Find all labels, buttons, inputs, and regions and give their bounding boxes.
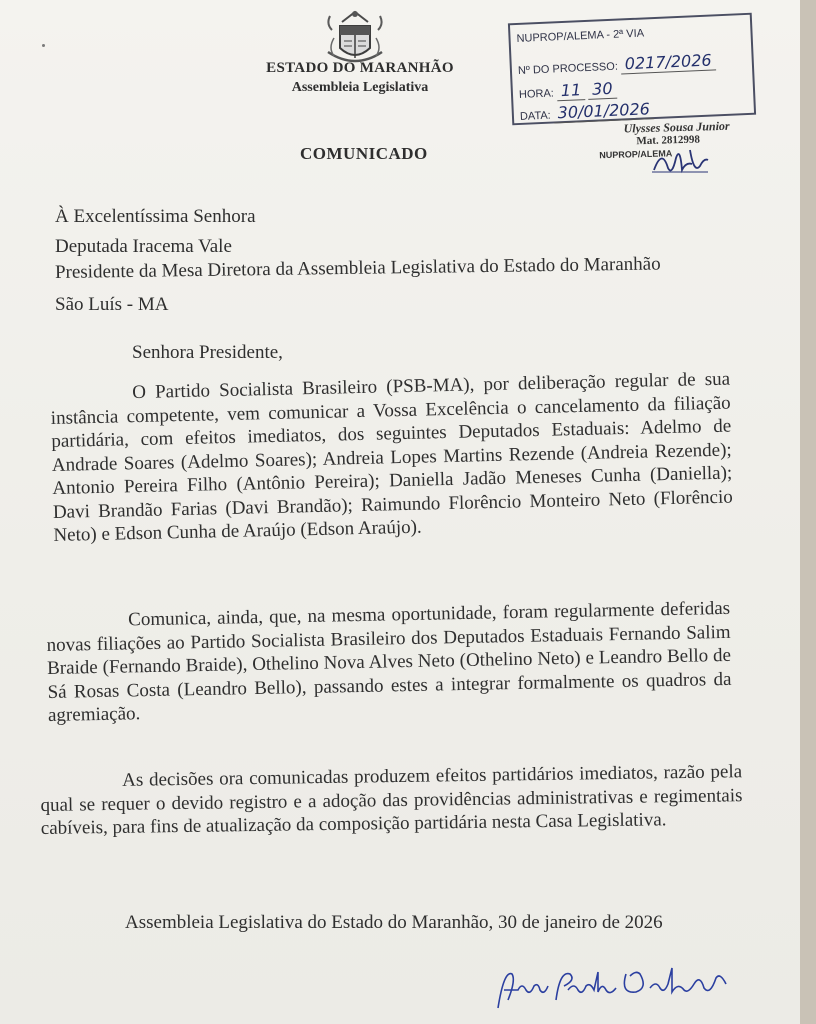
stamp-date-value: 30/01/2026 [553, 99, 654, 123]
paragraph-3-text: As decisões ora comunicadas produzem efeitos partidários imediatos, razão pela qual se requer o devido registro e a adoção das providências administrativas e regimentais cabíveis, para fins de atualização da composição partidária nesta Casa Legislativa. [40, 761, 743, 839]
paragraph-2-text: Comunica, ainda, que, na mesma oportunidade, foram regularmente deferidas novas filiações ao Partido Socialista Brasileiro dos Deputados Estaduais Fernando Salim Braide (Fernando Braide), Othelino Nova Alves Neto (Othelino Neto) e Leandro Bello de Sá Rosas Costa (Leandro Bello), passando estes a integrar formalmente os quadros da agremiação. [46, 597, 732, 726]
closing-place-date: Assembleia Legislativa do Estado do Maranhão, 30 de janeiro de 2026 [125, 912, 663, 933]
receiver-registration: Mat. 2812998 [636, 133, 701, 148]
body-paragraph-3 [40, 760, 743, 840]
stamp-process-row [517, 50, 716, 78]
address-line-1: À Excelentíssima Senhora [55, 206, 256, 227]
document-title: COMUNICADO [300, 144, 428, 163]
receiver-name: Ulysses Sousa Junior [623, 118, 730, 136]
stamp-date-label: DATA: [519, 109, 551, 123]
state-coat-of-arms-icon [322, 8, 388, 68]
stamp-hour-h: 11 [556, 80, 585, 101]
receiver-signature-icon [650, 140, 710, 180]
body-paragraph-1 [50, 368, 734, 548]
address-line-4: São Luís - MA [55, 294, 169, 315]
body-paragraph-2 [46, 597, 732, 728]
address-line-2: Deputada Iracema Vale [55, 236, 232, 257]
receiver-department: NUPROP/ALEMA [599, 148, 673, 161]
handwritten-signature [490, 960, 740, 1022]
stamp-title: NUPROP/ALEMA - 2ª VIA [516, 27, 645, 46]
paper-speck [42, 44, 45, 47]
address-line-3: Presidente da Mesa Diretora da Assembleia Legislativa do Estado do Maranhão [54, 253, 661, 283]
salutation: Senhora Presidente, [132, 342, 283, 363]
stamp-hour-row [519, 79, 617, 102]
protocol-stamp [508, 13, 756, 126]
background-surface [800, 0, 816, 1024]
state-name: ESTADO DO MARANHÃO [266, 60, 454, 76]
paragraph-1-text: O Partido Socialista Brasileiro (PSB-MA), por deliberação regular de sua instância competente, vem comunicar a Vossa Excelência o cancelamento da filiação partidária, com efeitos imediatos, dos seguintes Deputados Estaduais: Adelmo de Andrade Soares (Adelmo Soares); Andreia Lopes Martins Rezende (Andreia Rezende); Antonio Pereira Filho (Antônio Pereira); Daniella Jadão Meneses Cunha (Daniella); Davi Brandão Farias (Davi Brandão); Raimundo Florêncio Monteiro Neto (Florêncio Neto) e Edson Cunha de Araújo (Edson Araújo). [50, 368, 733, 546]
stamp-date-row [519, 99, 654, 124]
stamp-process-label: Nº DO PROCESSO: [517, 60, 619, 77]
stamp-hour-label: HORA: [518, 87, 555, 101]
assembly-name: Assembleia Legislativa [291, 80, 429, 95]
stamp-hour-m: 30 [588, 79, 617, 100]
stamp-process-value: 0217/2026 [620, 50, 716, 74]
